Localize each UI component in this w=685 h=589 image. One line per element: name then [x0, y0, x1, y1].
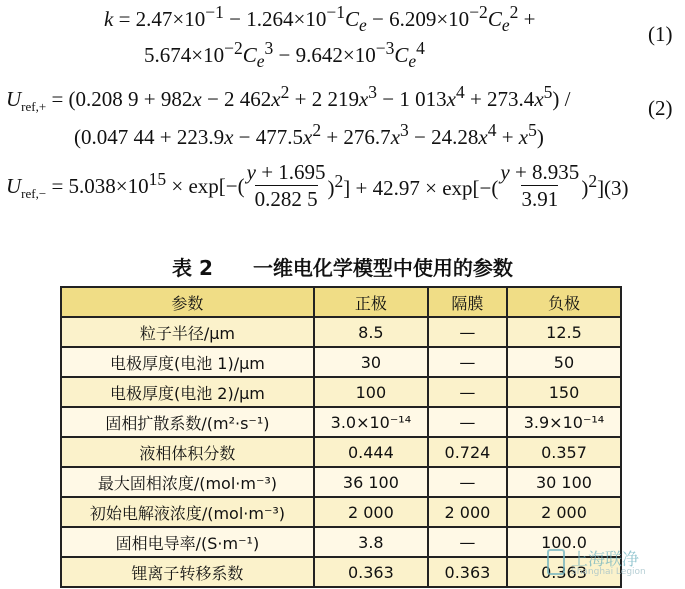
cell-separator: — — [428, 527, 507, 557]
cell-positive: 30 — [314, 347, 428, 377]
cell-separator: 2 000 — [428, 497, 507, 527]
cell-separator: — — [428, 317, 507, 347]
watermark-text-en: Shanghai Legion — [571, 567, 646, 577]
header-positive-electrode: 正极 — [314, 287, 428, 317]
cell-separator: — — [428, 407, 507, 437]
table-row — [61, 377, 621, 407]
cell-negative: 2 000 — [507, 497, 621, 527]
cell-positive: 2 000 — [314, 497, 428, 527]
equation-1-number: (1) — [648, 22, 673, 46]
cell-separator: 0.363 — [428, 557, 507, 587]
cell-parameter: 电极厚度(电池 2)/μm — [61, 377, 314, 407]
cell-separator: — — [428, 347, 507, 377]
cell-negative: 50 — [507, 347, 621, 377]
cell-negative: 150 — [507, 377, 621, 407]
watermark-logo-icon — [547, 549, 565, 575]
watermark-text-cn: 上海联净 — [571, 550, 639, 570]
table-caption — [0, 252, 685, 281]
cell-positive: 0.444 — [314, 437, 428, 467]
cell-negative: 3.9×10⁻¹⁴ — [507, 407, 621, 437]
table-caption-number: 表 2 — [172, 256, 213, 280]
equation-2-line-1: $U_{ref,+} = (0.208$ 9 + 982x − 2 $462x^2 + 2$ $219x^3 - 1$ $013x^4 + 273.4x^5$) / — [6, 82, 571, 115]
table-caption-title: 一维电化学模型中使用的参数 — [252, 256, 513, 280]
table-row — [61, 557, 621, 587]
cell-negative: 12.5 — [507, 317, 621, 347]
cell-positive: 3.8 — [314, 527, 428, 557]
equation-2-line-2: (0.047 $44 + 223.9x - 477.5x^2 + 276.7x^3 - 24.28x^4 + x^5$) — [74, 120, 544, 149]
cell-parameter: 固相扩散系数/(m²·s⁻¹) — [61, 407, 314, 437]
table-row — [61, 497, 621, 527]
table-row — [61, 317, 621, 347]
equation-2-number: (2) — [648, 96, 673, 120]
cell-parameter: 初始电解液浓度/(mol·m⁻³) — [61, 497, 314, 527]
cell-negative: 100.0 — [507, 527, 621, 557]
equation-3-line-1: $U_{ref,-} = 5.038\times 10^{15} \times \exp[-$( y + 1.695 0.282 5 )$^2$] + 42.97 × exp[−( y + 8.935 3.91 )$^2$](3) — [6, 160, 629, 211]
table-row — [61, 467, 621, 497]
equation-1-line-1: $k = 2.47\times 10^{-1} - 1.264\times 10^{-1}C_e - 6.209\times 10^{-2}C_e^2$ + — [104, 2, 536, 36]
parameters-table — [60, 286, 622, 588]
header-negative-electrode: 负极 — [507, 287, 621, 317]
cell-parameter: 最大固相浓度/(mol·m⁻³) — [61, 467, 314, 497]
cell-positive: 0.363 — [314, 557, 428, 587]
cell-parameter: 粒子半径/μm — [61, 317, 314, 347]
cell-separator: — — [428, 467, 507, 497]
cell-parameter: 固相电导率/(S·m⁻¹) — [61, 527, 314, 557]
header-separator: 隔膜 — [428, 287, 507, 317]
header-parameter: 参数 — [61, 287, 314, 317]
cell-negative: 0.363 — [507, 557, 621, 587]
cell-negative: 0.357 — [507, 437, 621, 467]
table-row — [61, 347, 621, 377]
cell-positive: 8.5 — [314, 317, 428, 347]
cell-positive: 100 — [314, 377, 428, 407]
cell-separator: 0.724 — [428, 437, 507, 467]
cell-negative: 30 100 — [507, 467, 621, 497]
table-row — [61, 527, 621, 557]
cell-parameter: 电极厚度(电池 1)/μm — [61, 347, 314, 377]
table-row — [61, 407, 621, 437]
cell-parameter: 锂离子转移系数 — [61, 557, 314, 587]
table-header-row — [61, 287, 621, 317]
cell-separator: — — [428, 377, 507, 407]
equation-1-line-2: $5.674\times 10^{-2}C_e^3 - 9.642\times 10^{-3}C_e^4$ — [144, 38, 425, 72]
table-row — [61, 437, 621, 467]
cell-positive: 36 100 — [314, 467, 428, 497]
cell-positive: 3.0×10⁻¹⁴ — [314, 407, 428, 437]
cell-parameter: 液相体积分数 — [61, 437, 314, 467]
